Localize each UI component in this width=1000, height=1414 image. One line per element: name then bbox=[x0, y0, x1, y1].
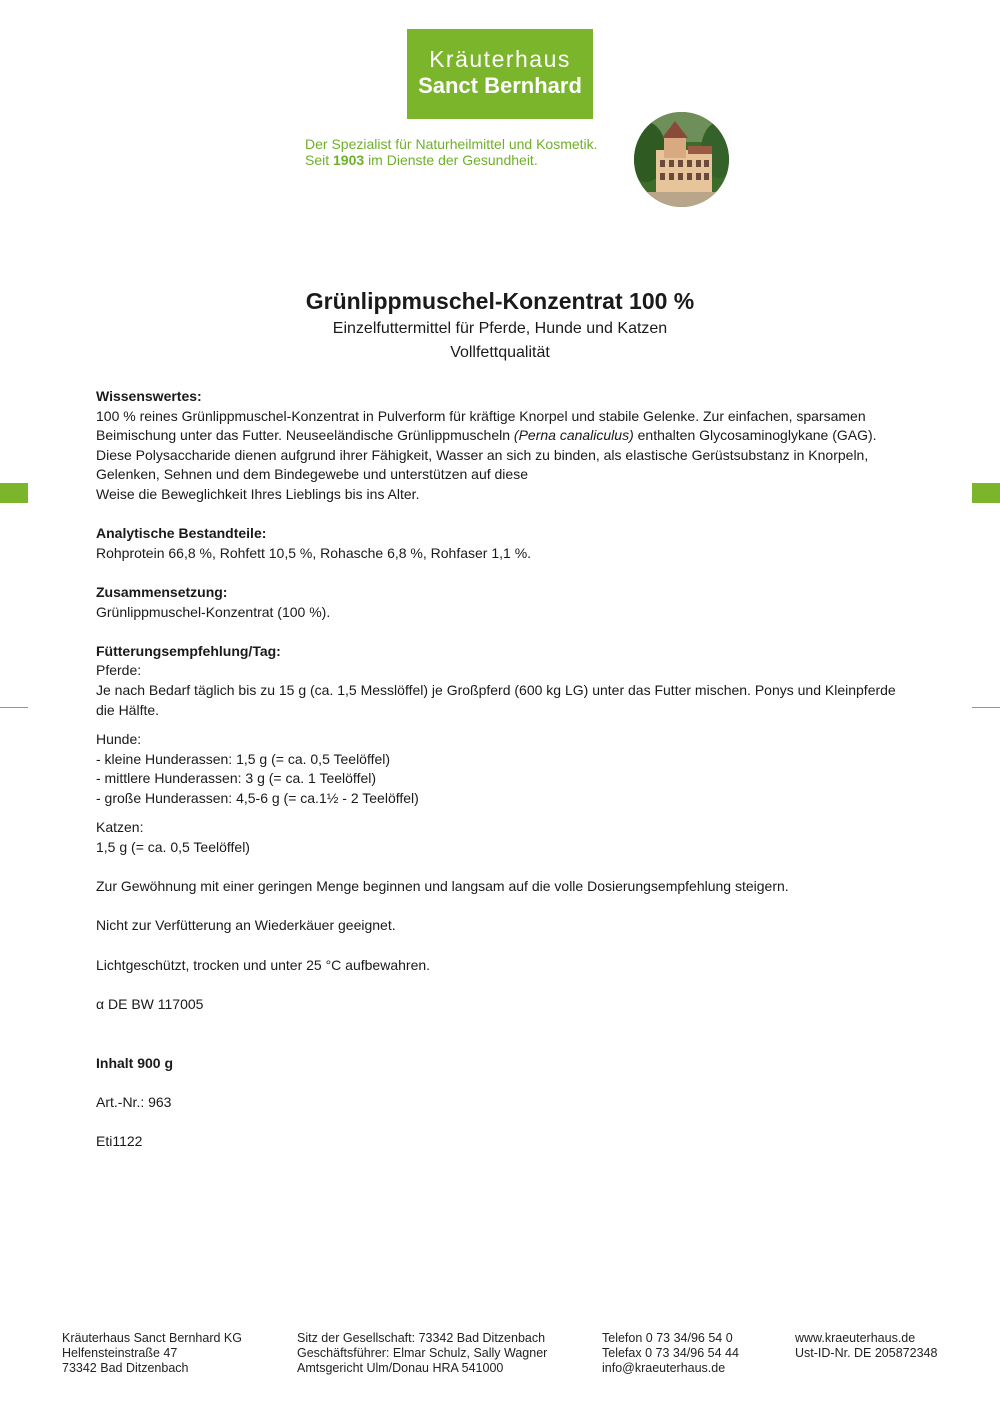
label-code: Eti1122 bbox=[96, 1132, 143, 1149]
product-quality: Vollfettqualität bbox=[450, 344, 550, 361]
latin-name: (Perna canaliculus) bbox=[513, 427, 634, 444]
katzen-label: Katzen: bbox=[96, 819, 144, 836]
gewoehnung-text: Zur Gewöhnung mit einer geringen Menge beginnen und langsam auf die volle Dosierungsempfehlung steigern. bbox=[96, 878, 789, 895]
footer-line: Geschäftsführer: Elmar Schulz, Sally Wagner bbox=[297, 1346, 548, 1360]
product-title: Grünlippmuschel-Konzentrat 100 % bbox=[305, 288, 695, 314]
tagline-line-1: Der Spezialist für Naturheilmittel und Kosmetik. bbox=[305, 136, 598, 152]
tagline bbox=[305, 136, 598, 168]
katzen-text: 1,5 g (= ca. 0,5 Teelöffel) bbox=[96, 839, 250, 856]
footer-line: 73342 Bad Ditzenbach bbox=[62, 1361, 189, 1375]
wissenswertes-text-2: enthalten Glycosaminoglykane (GAG). Diese Polysaccharide dienen aufgrund ihrer Fähigkeit, Wasser an sich zu binden, als elastische Gerüstsubstanz in Knorpeln, Gelenken, Sehnen und dem Bindegewebe und unterstützen auf diese bbox=[96, 427, 877, 483]
punch-mark-left bbox=[0, 707, 28, 708]
registration-number: α DE BW 117005 bbox=[96, 995, 204, 1012]
footer-email: info@kraeuterhaus.de bbox=[602, 1361, 726, 1375]
wissenswertes-text-1: 100 % reines Grünlippmuschel-Konzentrat in Pulverform für kräftige Knorpel und stabile Gelenke. Zur einfachen, sparsamen Beimischung unter das Futter. Neuseeländische Grünlippmuscheln bbox=[96, 407, 866, 444]
product-description bbox=[96, 387, 906, 1152]
wiederkaeuer-text: Nicht zur Verfütterung an Wiederkäuer geeignet. bbox=[96, 917, 396, 934]
hunde-item: - kleine Hunderassen: 1,5 g (= ca. 0,5 Teelöffel) bbox=[96, 750, 391, 767]
wissenswertes-text bbox=[96, 407, 906, 485]
pferde-label: Pferde: bbox=[96, 662, 142, 679]
hunde-label: Hunde: bbox=[96, 731, 142, 748]
wissenswertes-text-3: Weise die Beweglichkeit Ihres Lieblings bis ins Alter. bbox=[96, 485, 420, 502]
product-title-block bbox=[0, 285, 1000, 365]
logo-line-2: Sanct Bernhard bbox=[418, 73, 582, 98]
section-heading-analytisch: Analytische Bestandteile: bbox=[96, 525, 267, 542]
footer-website: www.kraeuterhaus.de bbox=[795, 1331, 916, 1345]
footer-line: Amtsgericht Ulm/Donau HRA 541000 bbox=[297, 1361, 504, 1375]
footer-company bbox=[62, 1331, 242, 1376]
analytisch-text: Rohprotein 66,8 %, Rohfett 10,5 %, Rohasche 6,8 %, Rohfaser 1,1 %. bbox=[96, 544, 532, 561]
footer-legal bbox=[297, 1331, 547, 1376]
footer-phone: Telefon 0 73 34/96 54 0 bbox=[602, 1331, 733, 1345]
hunde-item: - große Hunderassen: 4,5-6 g (= ca.1½ - 2 Teelöffel) bbox=[96, 789, 419, 806]
building-illustration bbox=[634, 112, 729, 207]
tagline-rest: im Dienste der Gesundheit. bbox=[368, 152, 538, 168]
lagerung-text: Lichtgeschützt, trocken und unter 25 °C aufbewahren. bbox=[96, 956, 431, 973]
hunde-item: - mittlere Hunderassen: 3 g (= ca. 1 Teelöffel) bbox=[96, 770, 377, 787]
footer-contact bbox=[602, 1331, 739, 1376]
footer-vat-id: Ust-ID-Nr. DE 205872348 bbox=[795, 1346, 938, 1360]
tagline-line-2 bbox=[305, 152, 598, 168]
logo-line-1: Kräuterhaus bbox=[429, 46, 571, 72]
brand-logo bbox=[407, 29, 593, 119]
fold-mark-left bbox=[0, 483, 28, 503]
section-heading-fuetterung: Fütterungsempfehlung/Tag: bbox=[96, 642, 281, 659]
footer-line: Sitz der Gesellschaft: 73342 Bad Ditzenbach bbox=[297, 1331, 546, 1345]
footer-line: Helfensteinstraße 47 bbox=[62, 1346, 178, 1360]
footer-line: Kräuterhaus Sanct Bernhard KG bbox=[62, 1331, 242, 1345]
building-photo bbox=[634, 112, 729, 207]
package-content: Inhalt 900 g bbox=[96, 1054, 174, 1071]
section-heading-zusammensetzung: Zusammensetzung: bbox=[96, 583, 228, 600]
zusammensetzung-text: Grünlippmuschel-Konzentrat (100 %). bbox=[96, 603, 331, 620]
footer-web bbox=[795, 1331, 937, 1361]
fold-mark-right bbox=[972, 483, 1000, 503]
punch-mark-right bbox=[972, 707, 1000, 708]
tagline-year: 1903 bbox=[333, 152, 365, 168]
footer-fax: Telefax 0 73 34/96 54 44 bbox=[602, 1346, 739, 1360]
article-number: Art.-Nr.: 963 bbox=[96, 1093, 172, 1110]
section-heading-wissenswertes: Wissenswertes: bbox=[96, 388, 202, 404]
tagline-seit: Seit bbox=[305, 152, 330, 168]
product-subtitle: Einzelfuttermittel für Pferde, Hunde und Katzen bbox=[332, 320, 668, 337]
pferde-text: Je nach Bedarf täglich bis zu 15 g (ca. 1,5 Messlöffel) je Großpferd (600 kg LG) unter das Futter mischen. Ponys und Kleinpferde die Hälfte. bbox=[96, 681, 896, 718]
